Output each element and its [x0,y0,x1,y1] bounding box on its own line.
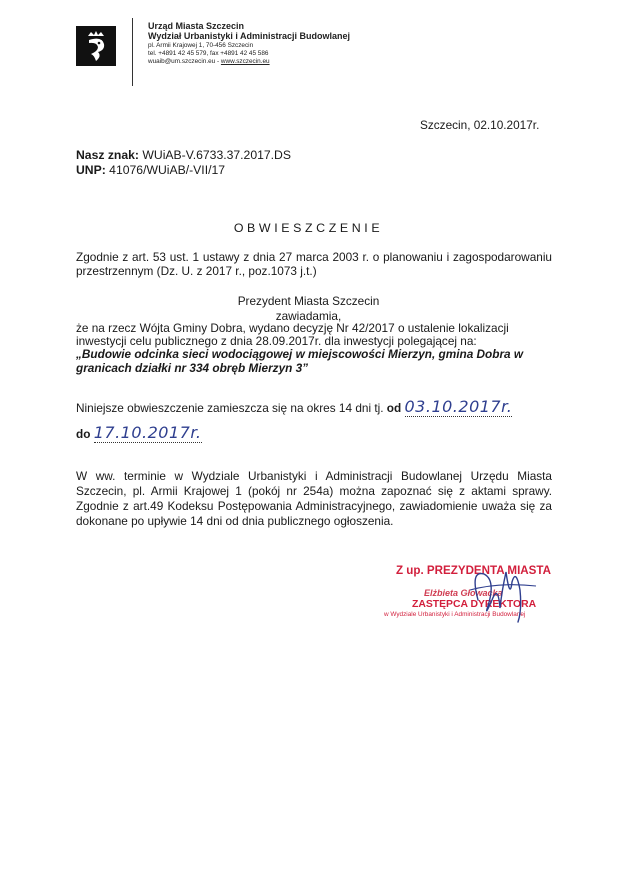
org-contact [148,58,350,66]
decision-text: że na rzecz Wójta Gminy Dobra, wydano decyzję Nr 42/2017 o ustalenie lokalizacji inwestycji celu publicznego z dnia 28.09.2017r. dla inwestycji polegającej na: [76,321,509,349]
from-date-field [405,397,513,417]
header-divider [132,18,133,86]
decision-paragraph [76,322,552,375]
announcer: Prezydent Miasta Szczecin [237,294,380,308]
stamp-position: ZASTĘPCA DYREKTORA [412,599,537,610]
letterhead [148,22,350,66]
unp-label: UNP: [76,163,106,177]
city-logo-icon [76,26,116,66]
document-date: Szczecin, 02.10.2017r. [420,118,540,132]
department-name: Wydział Urbanistyki i Administracji Budowlanej [148,30,351,41]
org-website-link[interactable]: www.szczecin.eu [220,58,270,65]
handwritten-signature [440,560,550,630]
legal-basis-paragraph: Zgodnie z art. 53 ust. 1 ustawy z dnia 27 marca 2003 r. o planowaniu i zagospodarowaniu przestrzennym (Dz. U. z 2017 r., poz.1073 j.t.) [76,250,552,278]
posting-period-to [76,423,202,443]
contact-separator: - [215,58,221,65]
posting-period-from [76,397,512,417]
org-phone-fax: tel. +4891 42 45 579, fax +4891 42 45 586 [148,49,269,57]
stamp-authority: Z up. PREZYDENTA MIASTA [396,564,552,577]
access-paragraph: W ww. terminie w Wydziale Urbanistyki i Administracji Budowlanej Urzędu Miasta Szczecin, pl. Armii Krajowej 1 (pokój nr 254a) można zapoznać się z aktami sprawy. Zgodnie z art.49 Kodeksu Postępowania Administracyjnego, zawiadomienie uważa się za dokonane po upływie 14 dni od dnia publicznego ogłoszenia. [76,469,552,528]
to-date-handwritten: 17.10.2017r. [93,423,202,442]
org-name: Urząd Miasta Szczecin [148,21,245,31]
announces-verb: zawiadamia, [275,309,342,323]
investment-name: „Budowie odcinka sieci wodociągowej w miejscowości Mierzyn, gmina Dobra w granicach działki nr 334 obręb Mierzyn 3” [76,347,524,375]
posting-text: Niniejsze obwieszczenie zamieszcza się na okres 14 dni tj. [76,401,387,415]
unp-number [76,163,291,178]
case-sign-label: Nasz znak: [76,148,139,162]
from-label: od [386,401,402,415]
to-date-field [94,423,202,443]
stamp-signatory-name: Elżbieta Głowacka [424,588,503,598]
reference-block [76,148,291,178]
stamp-department: w Wydziale Urbanistyki i Administracji Budowlanej [384,611,526,618]
unp-value: 41076/WUiAB/-VII/17 [105,163,226,177]
to-label: do [76,427,91,441]
case-sign-value: WUiAB-V.6733.37.2017.DS [139,148,291,162]
document-title: OBWIESZCZENIE [233,221,384,235]
from-date-handwritten: 03.10.2017r. [404,397,513,416]
org-email: wuaib@um.szczecin.eu [148,58,216,65]
case-sign [76,148,291,163]
org-address: pl. Armii Krajowej 1, 70-456 Szczecin [148,41,254,49]
